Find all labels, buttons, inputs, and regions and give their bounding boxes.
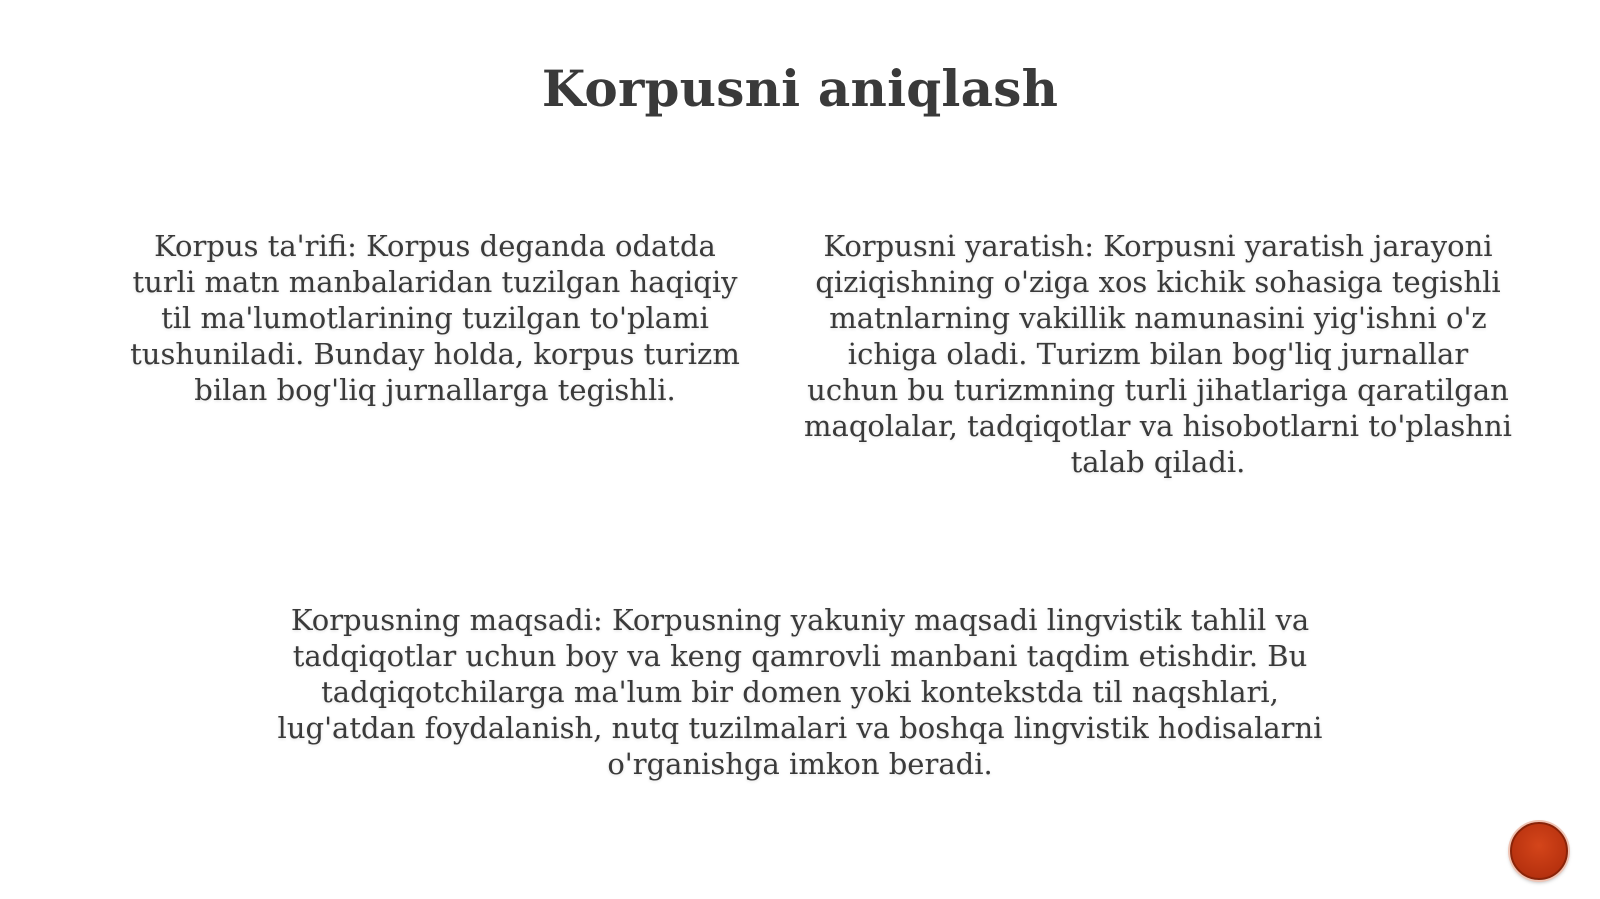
slide-title: Korpusni aniqlash [541, 59, 1059, 118]
text-block-creation: Korpusni yaratish: Korpusni yaratish jarayoni qiziqishning o'ziga xos kichik sohasiga tegishli matnlarning vakillik namunasini yig'ishni o'z ichiga oladi. Turizm bilan bog'liq jurnallar uchun bu turizmning turli jihatlariga qaratilgan maqolalar, tadqiqotlar va hisobotlarni to'plashni talab qiladi. [804, 229, 1512, 479]
text-block-purpose: Korpusning maqsadi: Korpusning yakuniy maqsadi lingvistik tahlil va tadqiqotlar uchun boy va keng qamrovli manbani taqdim etishdir. Bu tadqiqotchilarga ma'lum bir domen yoki kontekstda til naqshlari, lug'atdan foydalanish, nutq tuzilmalari va boshqa lingvistik hodisalarni o'rganishga imkon beradi. [277, 603, 1323, 781]
text-block-definition: Korpus ta'rifi: Korpus deganda odatda turli matn manbalaridan tuzilgan haqiqiy til ma'lumotlarining tuzilgan to'plami tushuniladi. Bunday holda, korpus turizm bilan bog'liq jurnallarga tegishli. [130, 229, 740, 407]
circle-button-icon[interactable] [1510, 822, 1568, 880]
